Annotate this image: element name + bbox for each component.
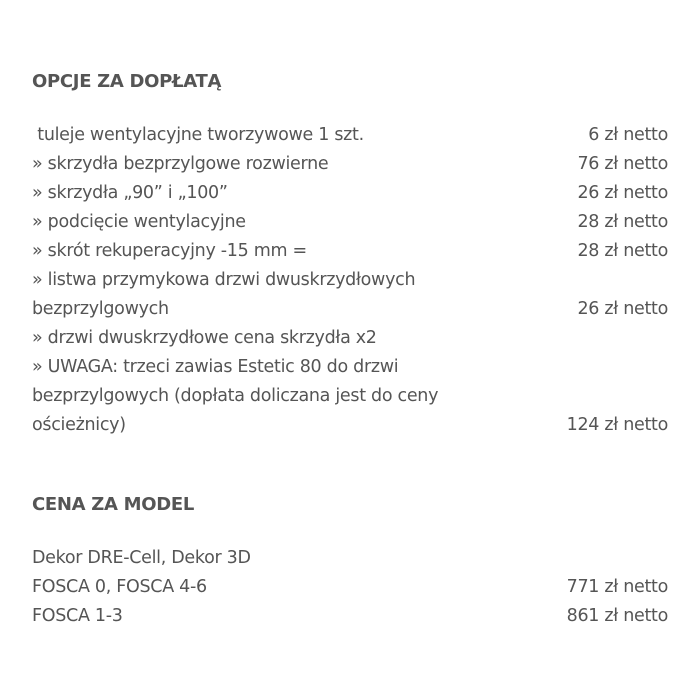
option-row (32, 353, 668, 440)
model-row (32, 602, 668, 631)
model-row (32, 573, 668, 602)
option-row (32, 266, 668, 324)
option-label: » podcięcie wentylacyjne (32, 212, 246, 232)
option-price: 28 zł netto (577, 212, 668, 232)
option-row (32, 121, 668, 150)
model-label: FOSCA 0, FOSCA 4-6 (32, 577, 207, 597)
model-price: 771 zł netto (566, 577, 668, 597)
model-price: 861 zł netto (566, 606, 668, 626)
option-label: » drzwi dwuskrzydłowe cena skrzydła x2 (32, 328, 377, 348)
model-label: Dekor DRE-Cell, Dekor 3D (32, 548, 251, 568)
option-price: 124 zł netto (566, 415, 668, 435)
option-label: » skrót rekuperacyjny -15 mm = (32, 241, 307, 261)
option-row (32, 237, 668, 266)
option-row (32, 208, 668, 237)
model-price-list (32, 544, 668, 631)
option-row (32, 179, 668, 208)
option-label: » skrzydła bezprzylgowe rozwierne (32, 154, 329, 174)
model-section-title: CENA ZA MODEL (32, 494, 195, 515)
option-price: 76 zł netto (577, 154, 668, 174)
option-price: 28 zł netto (577, 241, 668, 261)
model-label: FOSCA 1-3 (32, 606, 123, 626)
option-label: » UWAGA: trzeci zawias Estetic 80 do drzwi bezprzylgowych (dopłata doliczana jest do ceny ościeżnicy) (32, 357, 439, 435)
option-price: 6 zł netto (588, 125, 668, 145)
options-price-list (32, 121, 668, 440)
option-price: 26 zł netto (577, 183, 668, 203)
option-row (32, 324, 668, 353)
option-label: » skrzydła „90” i „100” (32, 183, 228, 203)
option-price: 26 zł netto (577, 299, 668, 319)
option-label: » listwa przymykowa drzwi dwuskrzydłowych bezprzylgowych (32, 270, 416, 319)
model-row (32, 544, 668, 573)
options-section-title: OPCJE ZA DOPŁATĄ (32, 71, 222, 92)
option-row (32, 150, 668, 179)
option-label: tuleje wentylacyjne tworzywowe 1 szt. (32, 125, 364, 145)
